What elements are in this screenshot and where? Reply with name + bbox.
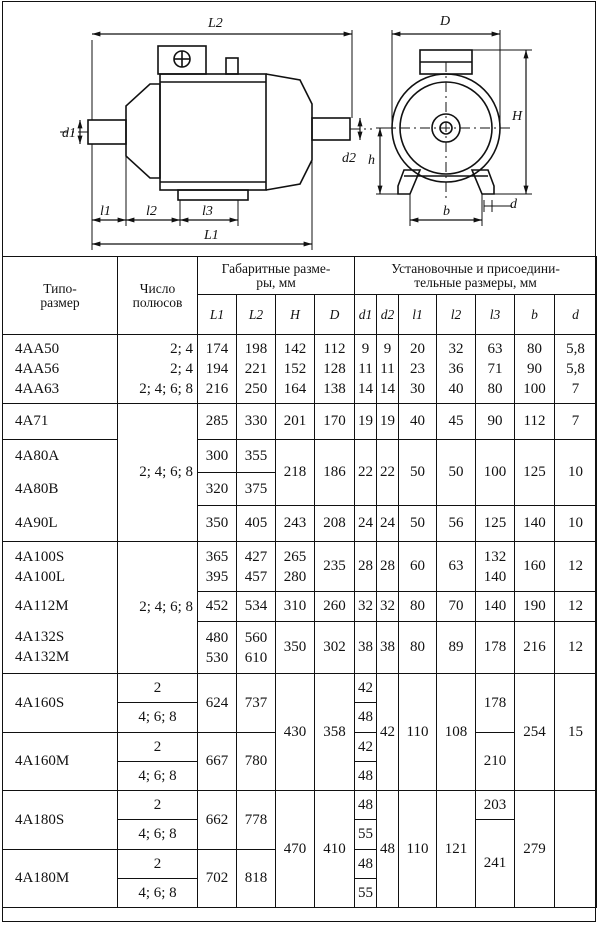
- cell-L2: 737: [237, 674, 276, 733]
- cell-b: 279: [515, 791, 555, 908]
- cell-D: 208: [315, 506, 355, 542]
- cell-l3: 100: [476, 440, 515, 506]
- cell-l2: 70: [437, 592, 476, 622]
- cell-d2: 22: [377, 440, 399, 506]
- block1-D: 112 128 138: [315, 335, 355, 404]
- cell-b: 112: [515, 404, 555, 440]
- cell-d1: 55: [355, 879, 377, 908]
- cell-l3: 241: [476, 820, 515, 908]
- type-cell: 4А160S: [3, 674, 118, 733]
- col-L1: L1: [198, 295, 237, 335]
- cell-H: 201: [276, 404, 315, 440]
- block2-poles: 2; 4; 6; 8: [118, 404, 198, 542]
- right-end-cap: [266, 74, 312, 190]
- block1-poles: 2; 4 2; 4 2; 4; 6; 8: [118, 335, 198, 404]
- cell-d2: 42: [377, 674, 399, 791]
- cell-d1: 48: [355, 762, 377, 791]
- cell-b: 216: [515, 622, 555, 674]
- label-d2: d2: [342, 151, 356, 166]
- header-poles: Число полюсов: [118, 257, 198, 335]
- block1-l1: 20 23 30: [399, 335, 437, 404]
- col-b: b: [515, 295, 555, 335]
- col-d2: d2: [377, 295, 399, 335]
- cell-d1: 38: [355, 622, 377, 674]
- col-d1: d1: [355, 295, 377, 335]
- label-D: D: [440, 14, 451, 29]
- header-mounting: Установочные и присоедини- тельные размеры, мм: [355, 257, 597, 295]
- cell-l3: 132 140: [476, 542, 515, 592]
- motor-body: [160, 74, 266, 190]
- cell-l2: 50: [437, 440, 476, 506]
- type-cell: 4А90L: [3, 506, 118, 542]
- col-l3: l3: [476, 295, 515, 335]
- cell-D: 358: [315, 674, 355, 791]
- poles-cell: 4; 6; 8: [118, 820, 198, 850]
- cell-L2: 427 457: [237, 542, 276, 592]
- right-shaft: [312, 118, 350, 140]
- col-D: D: [315, 295, 355, 335]
- cell-d2: 28: [377, 542, 399, 592]
- cell-d2: 48: [377, 791, 399, 908]
- poles-cell: 2: [118, 850, 198, 879]
- cell-L1: 624: [198, 674, 237, 733]
- table-row: [3, 542, 597, 592]
- type-cell: 4А132S 4А132М: [3, 622, 118, 674]
- block1-l3: 63 71 80: [476, 335, 515, 404]
- cell-L2: 330: [237, 404, 276, 440]
- cell-l1: 50: [399, 440, 437, 506]
- type-cell: 4А71: [3, 404, 118, 440]
- cell-H: 218: [276, 440, 315, 506]
- table-row: [3, 674, 597, 703]
- block1-L2: 198 221 250: [237, 335, 276, 404]
- cell-d: 12: [555, 592, 597, 622]
- cell-H: 265 280: [276, 542, 315, 592]
- table-row: [3, 592, 597, 622]
- cell-b: 160: [515, 542, 555, 592]
- type-cell: 4А100S 4А100L: [3, 542, 118, 592]
- cell-D: 410: [315, 791, 355, 908]
- cell-L2: 560 610: [237, 622, 276, 674]
- col-d: d: [555, 295, 597, 335]
- cell-d1: 19: [355, 404, 377, 440]
- cell-l2: 121: [437, 791, 476, 908]
- table-row: [3, 506, 597, 542]
- col-H: H: [276, 295, 315, 335]
- cell-d1: 22: [355, 440, 377, 506]
- cell-l3: 210: [476, 733, 515, 791]
- cell-H: 350: [276, 622, 315, 674]
- table-row: [3, 335, 597, 404]
- poles-cell: 4; 6; 8: [118, 762, 198, 791]
- cell-L1: 350: [198, 506, 237, 542]
- block1-d1: 9 11 14: [355, 335, 377, 404]
- header-overall: Габаритные разме- ры, мм: [198, 257, 355, 295]
- cell-b: 254: [515, 674, 555, 791]
- cell-L1: 702: [198, 850, 237, 908]
- cell-l3: 125: [476, 506, 515, 542]
- label-H: H: [512, 109, 523, 124]
- cell-l3: 178: [476, 622, 515, 674]
- poles-cell: 4; 6; 8: [118, 879, 198, 908]
- cell-d1: 42: [355, 674, 377, 703]
- cell-L2: 355: [237, 440, 276, 473]
- cell-L1: 365 395: [198, 542, 237, 592]
- cell-d2: 19: [377, 404, 399, 440]
- cell-l1: 80: [399, 592, 437, 622]
- table-row: [3, 622, 597, 674]
- cell-H: 243: [276, 506, 315, 542]
- cell-L2: 778: [237, 791, 276, 850]
- poles-cell: 2: [118, 791, 198, 820]
- cell-L1: 300: [198, 440, 237, 473]
- header-type-size: Типо- размер: [3, 257, 118, 335]
- cell-l3: 140: [476, 592, 515, 622]
- cell-d: 12: [555, 622, 597, 674]
- poles-cell: 2: [118, 733, 198, 762]
- col-l1: l1: [399, 295, 437, 335]
- cell-l1: 80: [399, 622, 437, 674]
- cell-L1: 285: [198, 404, 237, 440]
- cell-d1: 28: [355, 542, 377, 592]
- block1-l2: 32 36 40: [437, 335, 476, 404]
- cell-l1: 110: [399, 674, 437, 791]
- cell-b: 140: [515, 506, 555, 542]
- cell-D: 170: [315, 404, 355, 440]
- cell-d: 12: [555, 542, 597, 592]
- type-cell: 4А112М: [3, 592, 118, 622]
- cell-l1: 60: [399, 542, 437, 592]
- cell-d1: 24: [355, 506, 377, 542]
- cell-H: 430: [276, 674, 315, 791]
- cell-D: 302: [315, 622, 355, 674]
- block1-d: 5,8 5,8 7: [555, 335, 597, 404]
- cell-d1: 48: [355, 791, 377, 820]
- cell-d2: 24: [377, 506, 399, 542]
- cell-L2: 375: [237, 473, 276, 506]
- cell-l3: 90: [476, 404, 515, 440]
- col-L2: L2: [237, 295, 276, 335]
- cell-H: 310: [276, 592, 315, 622]
- left-shaft: [88, 120, 126, 144]
- type-cell: 4А180М: [3, 850, 118, 908]
- cell-d1: 42: [355, 733, 377, 762]
- cell-d2: 32: [377, 592, 399, 622]
- cell-d: 10: [555, 506, 597, 542]
- cell-L1: 452: [198, 592, 237, 622]
- table-row: [3, 791, 597, 820]
- poles-cell: 4; 6; 8: [118, 703, 198, 733]
- cell-d1: 32: [355, 592, 377, 622]
- cell-L1: 667: [198, 733, 237, 791]
- cell-l3: 203: [476, 791, 515, 820]
- label-L2: L2: [208, 16, 223, 31]
- cell-L2: 534: [237, 592, 276, 622]
- type-cell: 4А160М: [3, 733, 118, 791]
- label-d1: d1: [62, 126, 76, 141]
- block1-types: 4АА50 4АА56 4АА63: [3, 335, 118, 404]
- cell-b: 190: [515, 592, 555, 622]
- cell-d: 15: [555, 674, 597, 791]
- cell-l2: 45: [437, 404, 476, 440]
- cell-L1: 480 530: [198, 622, 237, 674]
- motor-drawing: [0, 0, 600, 258]
- cell-b: 125: [515, 440, 555, 506]
- type-cell: 4А180S: [3, 791, 118, 850]
- block1-d2: 9 11 14: [377, 335, 399, 404]
- poles-cell: 2: [118, 674, 198, 703]
- col-l2: l2: [437, 295, 476, 335]
- block1-H: 142 152 164: [276, 335, 315, 404]
- cell-d: 10: [555, 440, 597, 506]
- cell-l1: 110: [399, 791, 437, 908]
- table-row: [3, 440, 597, 473]
- cell-d: [555, 791, 597, 908]
- cell-L1: 320: [198, 473, 237, 506]
- cell-D: 235: [315, 542, 355, 592]
- label-d: d: [510, 197, 517, 212]
- type-cell: 4А80А: [3, 440, 118, 473]
- cell-d2: 38: [377, 622, 399, 674]
- cell-D: 186: [315, 440, 355, 506]
- cell-D: 260: [315, 592, 355, 622]
- cell-d1: 55: [355, 820, 377, 850]
- cell-d1: 48: [355, 850, 377, 879]
- cell-l2: 56: [437, 506, 476, 542]
- label-b: b: [443, 204, 450, 219]
- block1-b: 80 90 100: [515, 335, 555, 404]
- label-L1: L1: [204, 228, 219, 243]
- motor-feet: [178, 190, 248, 200]
- cell-d1: 48: [355, 703, 377, 733]
- cell-L2: 818: [237, 850, 276, 908]
- cell-l1: 40: [399, 404, 437, 440]
- cell-l2: 108: [437, 674, 476, 791]
- cell-l2: 89: [437, 622, 476, 674]
- cell-L2: 405: [237, 506, 276, 542]
- label-l3: l3: [202, 204, 213, 219]
- block1-L1: 174 194 216: [198, 335, 237, 404]
- label-l2: l2: [146, 204, 157, 219]
- label-l1: l1: [100, 204, 111, 219]
- block3-poles: 2; 4; 6; 8: [118, 542, 198, 674]
- cell-L2: 780: [237, 733, 276, 791]
- cell-l1: 50: [399, 506, 437, 542]
- type-cell: 4А80В: [3, 473, 118, 506]
- left-end-cap: [126, 84, 160, 178]
- cell-l3: 178: [476, 674, 515, 733]
- cell-L1: 662: [198, 791, 237, 850]
- cell-d: 7: [555, 404, 597, 440]
- label-h: h: [368, 153, 375, 168]
- table-row: [3, 404, 597, 440]
- spec-table: [2, 256, 597, 908]
- cell-H: 470: [276, 791, 315, 908]
- cell-l2: 63: [437, 542, 476, 592]
